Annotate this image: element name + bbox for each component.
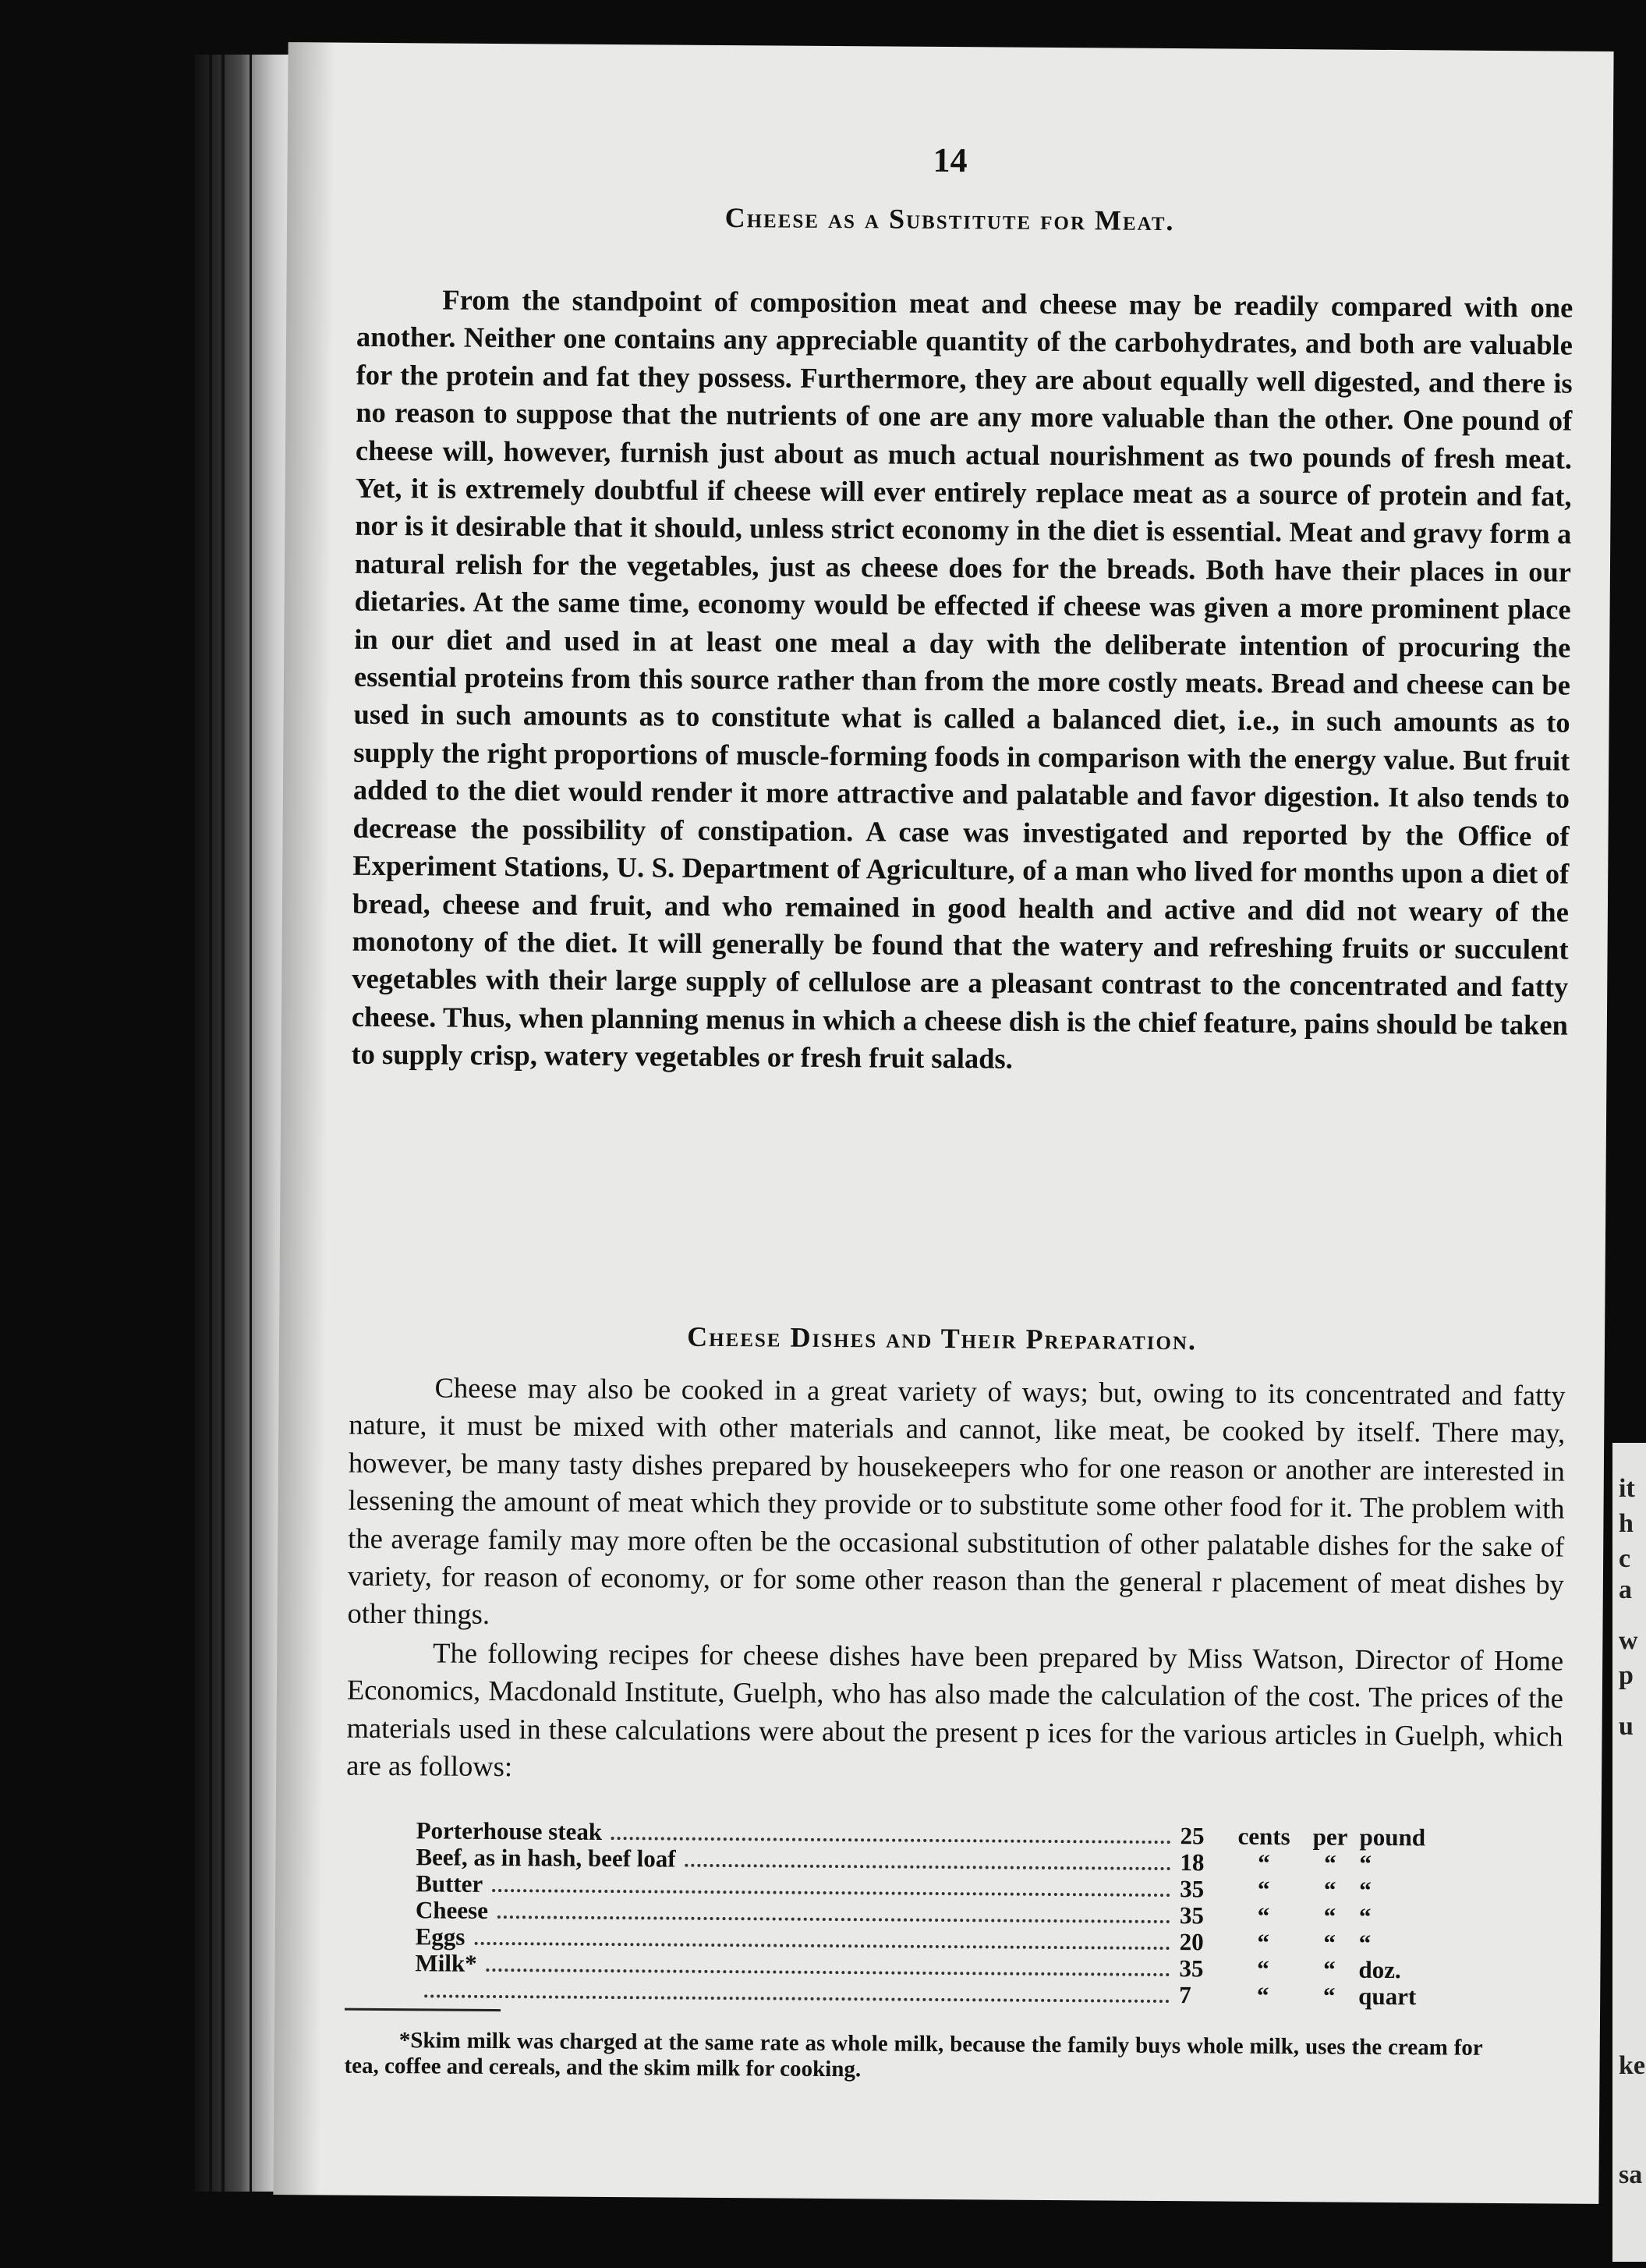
price-item: Cheese (415, 1896, 489, 1924)
price-unit: “ (1323, 1955, 1336, 1983)
section-heading-cheese-substitute: Cheese as a Substitute for Meat. (724, 202, 1175, 237)
price-item: Beef, as in hash, beef loaf (416, 1843, 676, 1873)
edge-letter: it (1619, 1474, 1635, 1503)
price-value: 7 (1179, 1981, 1191, 2009)
price-unit: “ (1323, 1876, 1336, 1904)
edge-letter: w (1619, 1626, 1638, 1655)
page-number: 14 (933, 140, 968, 180)
price-unit: per (1312, 1823, 1348, 1851)
price-unit: “ (1323, 1929, 1336, 1957)
edge-letter: ke (1619, 2051, 1645, 2080)
price-unit: quart (1358, 1982, 1417, 2011)
edge-letter: a (1619, 1575, 1632, 1604)
price-unit: “ (1257, 1954, 1269, 1983)
price-unit: doz. (1358, 1955, 1401, 1984)
edge-letter: u (1619, 1712, 1634, 1741)
price-unit: “ (1358, 1929, 1372, 1957)
section-heading-cheese-dishes: Cheese Dishes and Their Preparation. (687, 1320, 1198, 1356)
price-item: Milk* (415, 1949, 477, 1977)
edge-letter: c (1619, 1544, 1631, 1573)
price-item: Eggs (415, 1922, 465, 1951)
edge-letter: p (1619, 1661, 1634, 1690)
price-value: 18 (1180, 1848, 1205, 1876)
price-unit: “ (1258, 1848, 1270, 1876)
price-unit: pound (1359, 1823, 1426, 1852)
price-unit: “ (1322, 1982, 1336, 2010)
paragraph-cheese-dishes-2: The following recipes for cheese dishes have been prepared by Miss Watson, Director of Home Economics, Macdonald Institute, Guelph, who has also made the calculation of the cost. The prices of the materials used in these calculations were about the present p ices for the various articles in Guelph, which are as follows: (346, 1636, 1564, 1783)
footnote-rule (345, 2008, 501, 2011)
price-unit: “ (1257, 1928, 1270, 1956)
price-value: 35 (1179, 1954, 1204, 1983)
book-page (273, 42, 1613, 2204)
price-unit: “ (1359, 1876, 1372, 1904)
price-unit: “ (1358, 1902, 1372, 1930)
price-value: 25 (1180, 1822, 1205, 1850)
price-unit: “ (1257, 1875, 1270, 1903)
paragraph-cheese-dishes-1: Cheese may also be cooked in a great variety of ways; but, owing to its concentrated and fatty nature, it must be mixed with other materials and cannot, like meat, be cooked by itself. There may, however, be many tasty dishes prepared by housekeepers who for one reason or another are interested in lessening the amount of meat which they provide or to substitute some other food for it. The problem with the average family may more often be the occasional substitution of other palatable dishes for the sake of variety, for reason of economy, or for some other reason than the general r placement of meat dishes by other things. (347, 1371, 1566, 1631)
edge-letter: h (1619, 1509, 1634, 1538)
paragraph-cheese-substitute: From the standpoint of composition meat and cheese may be readily compared with one another. Neither one contains any appreciable quantity of the carbohydrates, and both are valuable for the protein and fat they possess. Furthermore, they are about equally well digested, and there is no reason to suppose that the nutrients of one are any more valuable than the other. One pound of cheese will, however, furnish just about as much actual nourishment as two pounds of fresh meat. Yet, it is extremely doubtful if cheese will ever entirely replace meat as a source of protein and fat, nor is it desirable that it should, unless strict economy in the diet is essential. Meat and gravy form a natural relish for the vegetables, just as cheese does for the breads. Both have their places in our dietaries. At the same time, economy would be effected if cheese was given a more prominent place in our diet and used in at least one meal a day with the deliberate intention of procuring the essential proteins from this source rather than from the more costly meats. Bread and cheese can be used in such amounts as to constitute what is called a balanced diet, i.e., in such amounts as to supply the right proportions of muscle-forming foods in comparison with the energy value. But fruit added to the diet would render it more attractive and palatable and favor digestion. It also tends to decrease the possibility of constipation. A case was investigated and reported by the Office of Experiment Stations, U. S. Department of Agriculture, of a man who lived for months upon a diet of bread, cheese and fruit, and who remained in good health and active and did not weary of the monotony of the diet. It will generally be found that the watery and refreshing fruits or succulent vegetables with their large supply of cellulose are a pleasant contrast to the concentrated and fatty cheese. Thus, when planning menus in which a cheese dish is the chief feature, pains should be taken to supply crisp, watery vegetables or fresh fruit salads. (351, 283, 1573, 1075)
price-value: 35 (1180, 1875, 1205, 1903)
price-unit: “ (1323, 1902, 1336, 1930)
edge-letter: sa (1619, 2160, 1643, 2189)
price-unit: “ (1359, 1849, 1372, 1877)
price-item: Butter (416, 1869, 483, 1898)
price-item: Porterhouse steak (416, 1816, 603, 1845)
price-unit: cents (1237, 1822, 1290, 1851)
page-content (344, 43, 1575, 2082)
price-value: 20 (1179, 1928, 1204, 1956)
price-unit: “ (1257, 1901, 1270, 1930)
price-value: 35 (1179, 1901, 1205, 1930)
adjacent-page-edge (1612, 1443, 1646, 2262)
price-list (415, 1817, 1516, 2011)
footnote: *Skim milk was charged at the same rate as whole milk, because the family buys whole milk, uses the cream for tea, coffee and cereals, and the skim milk for cooking. (344, 2028, 1483, 2082)
price-unit: “ (1324, 1849, 1336, 1877)
price-unit: “ (1256, 1981, 1269, 2009)
